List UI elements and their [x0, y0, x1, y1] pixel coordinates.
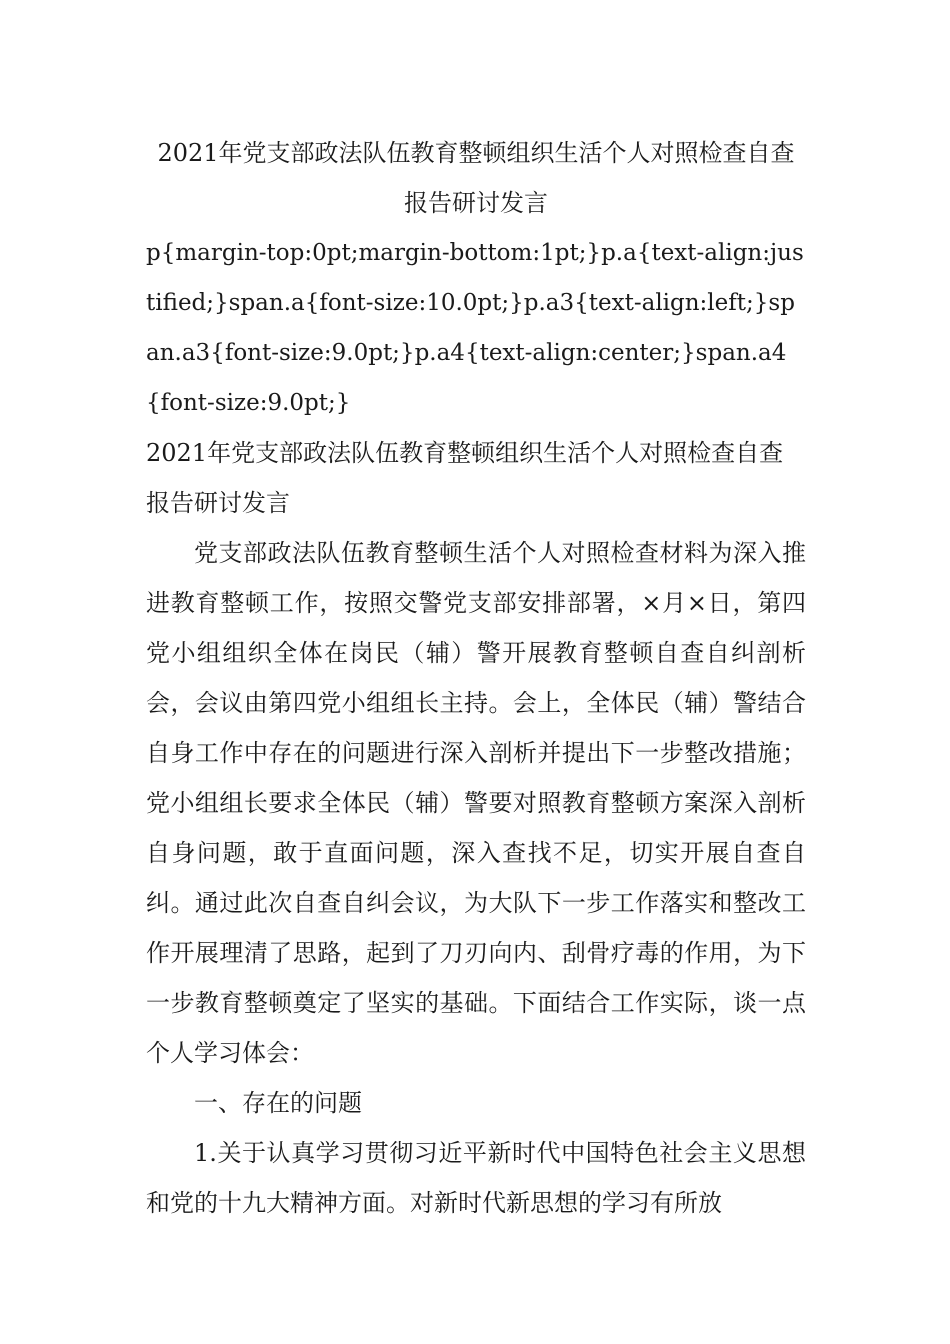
intro-paragraph: 党支部政法队伍教育整顿生活个人对照检查材料为深入推进教育整顿工作，按照交警党支部安排部署，×月×日，第四党小组组织全体在岗民（辅）警开展教育整顿自查自纠剖析会，会议由第四党小组组长主持。会上，全体民（辅）警结合自身工作中存在的问题进行深入剖析并提出下一步整改措施；党小组组长要求全体民（辅）警要对照教育整顿方案深入剖析自身问题，敢于直面问题，深入查找不足，切实开展自查自纠。通过此次自查自纠会议，为大队下一步工作落实和整改工作开展理清了思路，起到了刀刃向内、刮骨疗毒的作用，为下一步教育整顿奠定了坚实的基础。下面结合工作实际，谈一点个人学习体会：	[146, 539, 806, 1067]
document-title: 2021年党支部政法队伍教育整顿组织生活个人对照检查自查报告研讨发言	[157, 139, 795, 217]
stray-css-text: p{margin-top:0pt;margin-bottom:1pt;}p.a{text-align:justified;}span.a{font-size:10.0pt;}p.a3{text-align:left;}span.a3{font-size:9.0pt;}p.a4{text-align:center;}span.a4{font-size:9.0pt;}	[146, 240, 804, 416]
document-page	[146, 128, 806, 1228]
list-item: 1.关于认真学习贯彻习近平新时代中国特色社会主义思想和党的十九大精神方面。对新时代新思想的学习有所放	[146, 1139, 806, 1217]
section-heading: 一、存在的问题	[194, 1089, 362, 1117]
repeated-title: 2021年党支部政法队伍教育整顿组织生活个人对照检查自查报告研讨发言	[146, 439, 784, 517]
